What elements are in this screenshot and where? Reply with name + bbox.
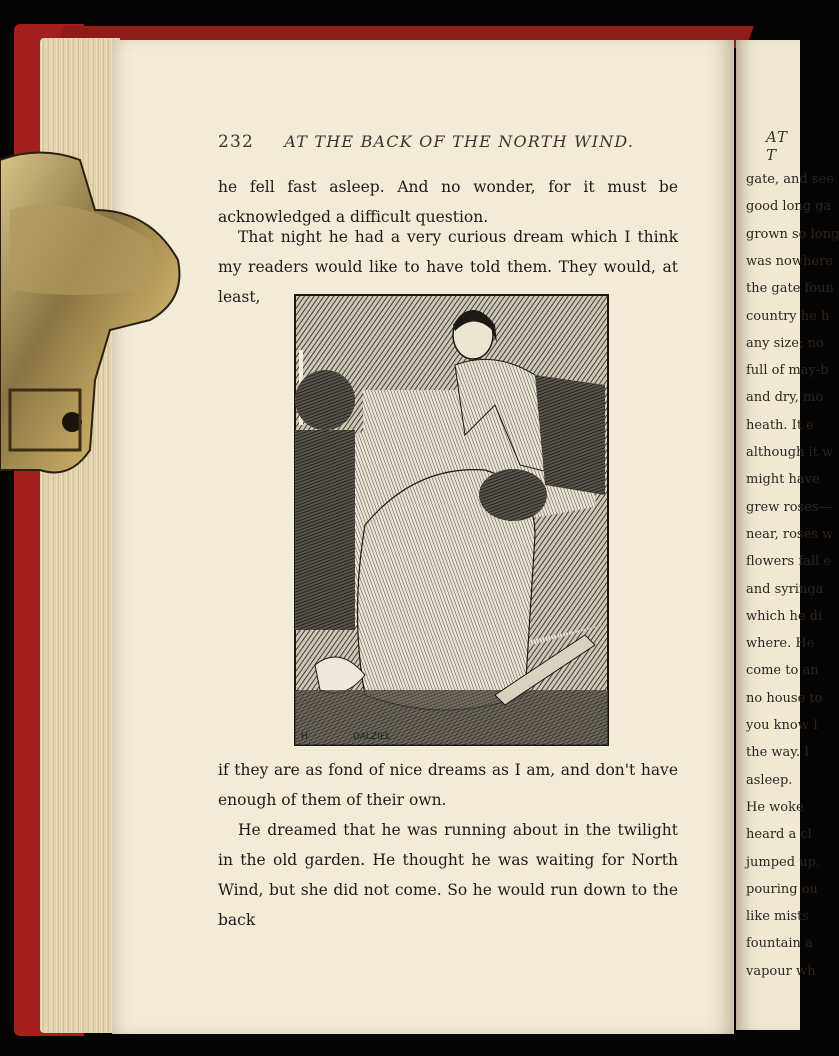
- signature-right: DALZIEL: [353, 732, 391, 742]
- right-page-line: He woke: [746, 799, 804, 815]
- right-page-line: country he h: [746, 308, 830, 324]
- right-page-line: vapour wh: [746, 963, 816, 979]
- right-page-line: full of may-b: [746, 363, 829, 379]
- right-page-line: no house to: [746, 690, 823, 706]
- right-page-line: flowers fall e: [746, 554, 832, 570]
- page-header: [218, 132, 634, 152]
- paragraph-4: He dreamed that he was running about in the twilight in the old garden. He thought he was waiting for North Wind, but she did not come. So he would run down to the back: [218, 821, 678, 929]
- right-page-line: heath. It e: [746, 417, 814, 433]
- right-page-line: where. He: [746, 636, 815, 652]
- signature-left: H: [301, 732, 308, 742]
- right-page-line: which he di: [746, 608, 823, 624]
- right-page-line: the gate foun: [746, 281, 834, 297]
- brass-clasp: [0, 150, 186, 480]
- right-running-title: AT T: [766, 128, 789, 164]
- right-page-line: you know I: [746, 718, 819, 733]
- right-page-line: asleep.: [746, 772, 793, 788]
- paragraph-2: That night he had a very curious dream which I think my readers would like to have told them. They would, at least,: [218, 228, 678, 306]
- right-page-line: come to an: [746, 663, 819, 679]
- right-page-line: might have: [746, 472, 820, 488]
- right-page: [736, 40, 839, 1030]
- paragraph-1: he fell fast asleep. And no wonder, for it must be acknowledged a difficult question.: [218, 178, 678, 226]
- right-page-line: and syringa: [746, 581, 824, 597]
- right-page-line: jumped up,: [746, 854, 821, 870]
- right-page-line: was nowhere: [746, 253, 833, 269]
- right-page-line: grown so long: [746, 226, 839, 242]
- left-page: [112, 40, 734, 1034]
- right-page-line: like mists: [746, 909, 810, 925]
- page-number: 232: [218, 132, 255, 152]
- right-page-line: good long ga: [746, 199, 832, 215]
- right-page-line: fountain a: [746, 936, 813, 952]
- right-page-line: although it w: [746, 445, 834, 460]
- paragraph-3: if they are as fond of nice dreams as I am, and don't have enough of them of their own.: [218, 761, 678, 809]
- right-page-line: gate, and see: [746, 172, 834, 187]
- right-page-line: near, roses w: [746, 526, 834, 542]
- right-page-line: pouring ou: [746, 881, 818, 897]
- right-page-line: and dry, mo: [746, 390, 824, 406]
- right-page-line: heard a cl: [746, 827, 812, 843]
- right-page-line: grew roses—: [746, 499, 832, 515]
- running-title: AT THE BACK OF THE NORTH WIND.: [284, 132, 635, 151]
- right-page-line: the way. I: [746, 745, 810, 761]
- right-page-line: any size; no: [746, 335, 824, 351]
- engraving-illustration: [295, 295, 608, 745]
